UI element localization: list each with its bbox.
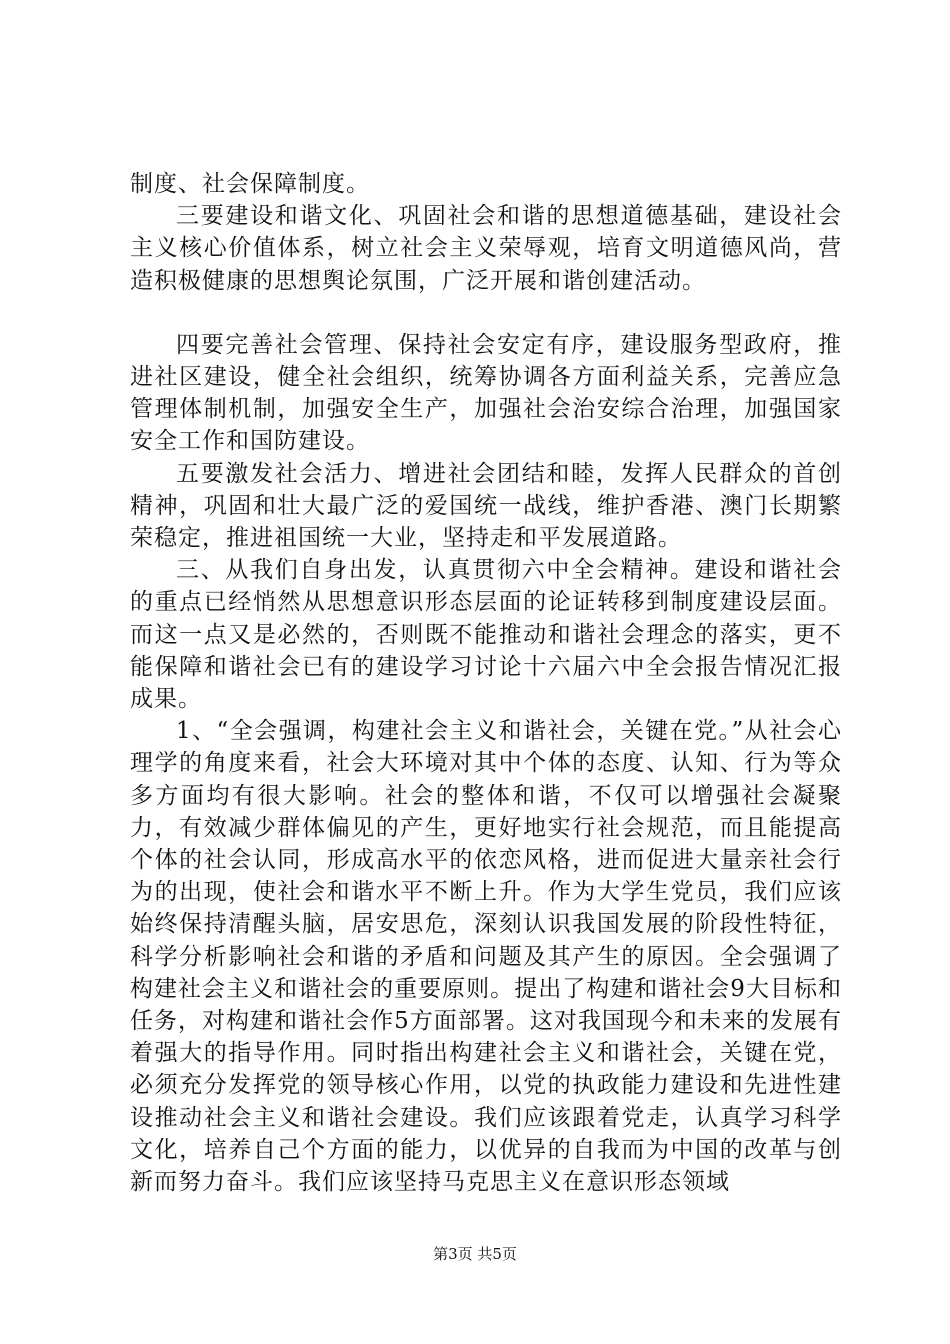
paragraph-5: 三、从我们自身出发，认真贯彻六中全会精神。建设和谐社会的重点已经悄然从思想意识形态层面的论证转移到制度建设层面。而这一点又是必然的，否则既不能推动和谐社会理念的落实，更不能保障和谐社会已有的建设学习讨论十六届六中全会报告情况汇报成果。 xyxy=(130,557,842,713)
paragraph-4: 五要激发社会活力、增进社会团结和睦，发挥人民群众的首创精神，巩固和壮大最广泛的爱国统一战线，维护香港、澳门长期繁荣稳定，推进祖国统一大业，坚持走和平发展道路。 xyxy=(130,460,842,552)
document-body xyxy=(130,168,842,1198)
paragraph-1: 制度、社会保障制度。 xyxy=(130,171,370,197)
page-number-footer: 第3页 共5页 xyxy=(433,1245,517,1263)
paragraph-3: 四要完善社会管理、保持社会安定有序，建设服务型政府，推进社区建设，健全社会组织，统筹协调各方面利益关系，完善应急管理体制机制，加强安全生产，加强社会治安综合治理，加强国家安全工作和国防建设。 xyxy=(130,331,842,455)
paragraph-2: 三要建设和谐文化、巩固社会和谐的思想道德基础，建设社会主义核心价值体系，树立社会主义荣辱观，培育文明道德风尚，营造积极健康的思想舆论氛围，广泛开展和谐创建活动。 xyxy=(130,203,842,294)
paragraph-spacer xyxy=(130,297,842,329)
paragraph-6: 1、“全会强调，构建社会主义和谐社会，关键在党。”从社会心理学的角度来看，社会大环境对其中个体的态度、认知、行为等众多方面均有很大影响。社会的整体和谐，不仅可以增强社会凝聚力，有效减少群体偏见的产生，更好地实行社会规范，而且能提高个体的社会认同，形成高水平的依恋风格，进而促进大量亲社会行为的出现，使社会和谐水平不断上升。作为大学生党员，我们应该始终保持清醒头脑，居安思危，深刻认识我国发展的阶段性特征，科学分析影响社会和谐的矛盾和问题及其产生的原因。全会强调了构建社会主义和谐社会的重要原则。提出了构建和谐社会9大目标和任务，对构建和谐社会作5方面部署。这对我国现今和未来的发展有着强大的指导作用。同时指出构建社会主义和谐社会，关键在党，必须充分发挥党的领导核心作用，以党的执政能力建设和先进性建设推动社会主义和谐社会建设。我们应该跟着党走，认真学习科学文化，培养自己个方面的能力，以优异的自我而为中国的改革与创新而努力奋斗。我们应该坚持马克思主义在意识形态领域 xyxy=(130,718,842,1196)
